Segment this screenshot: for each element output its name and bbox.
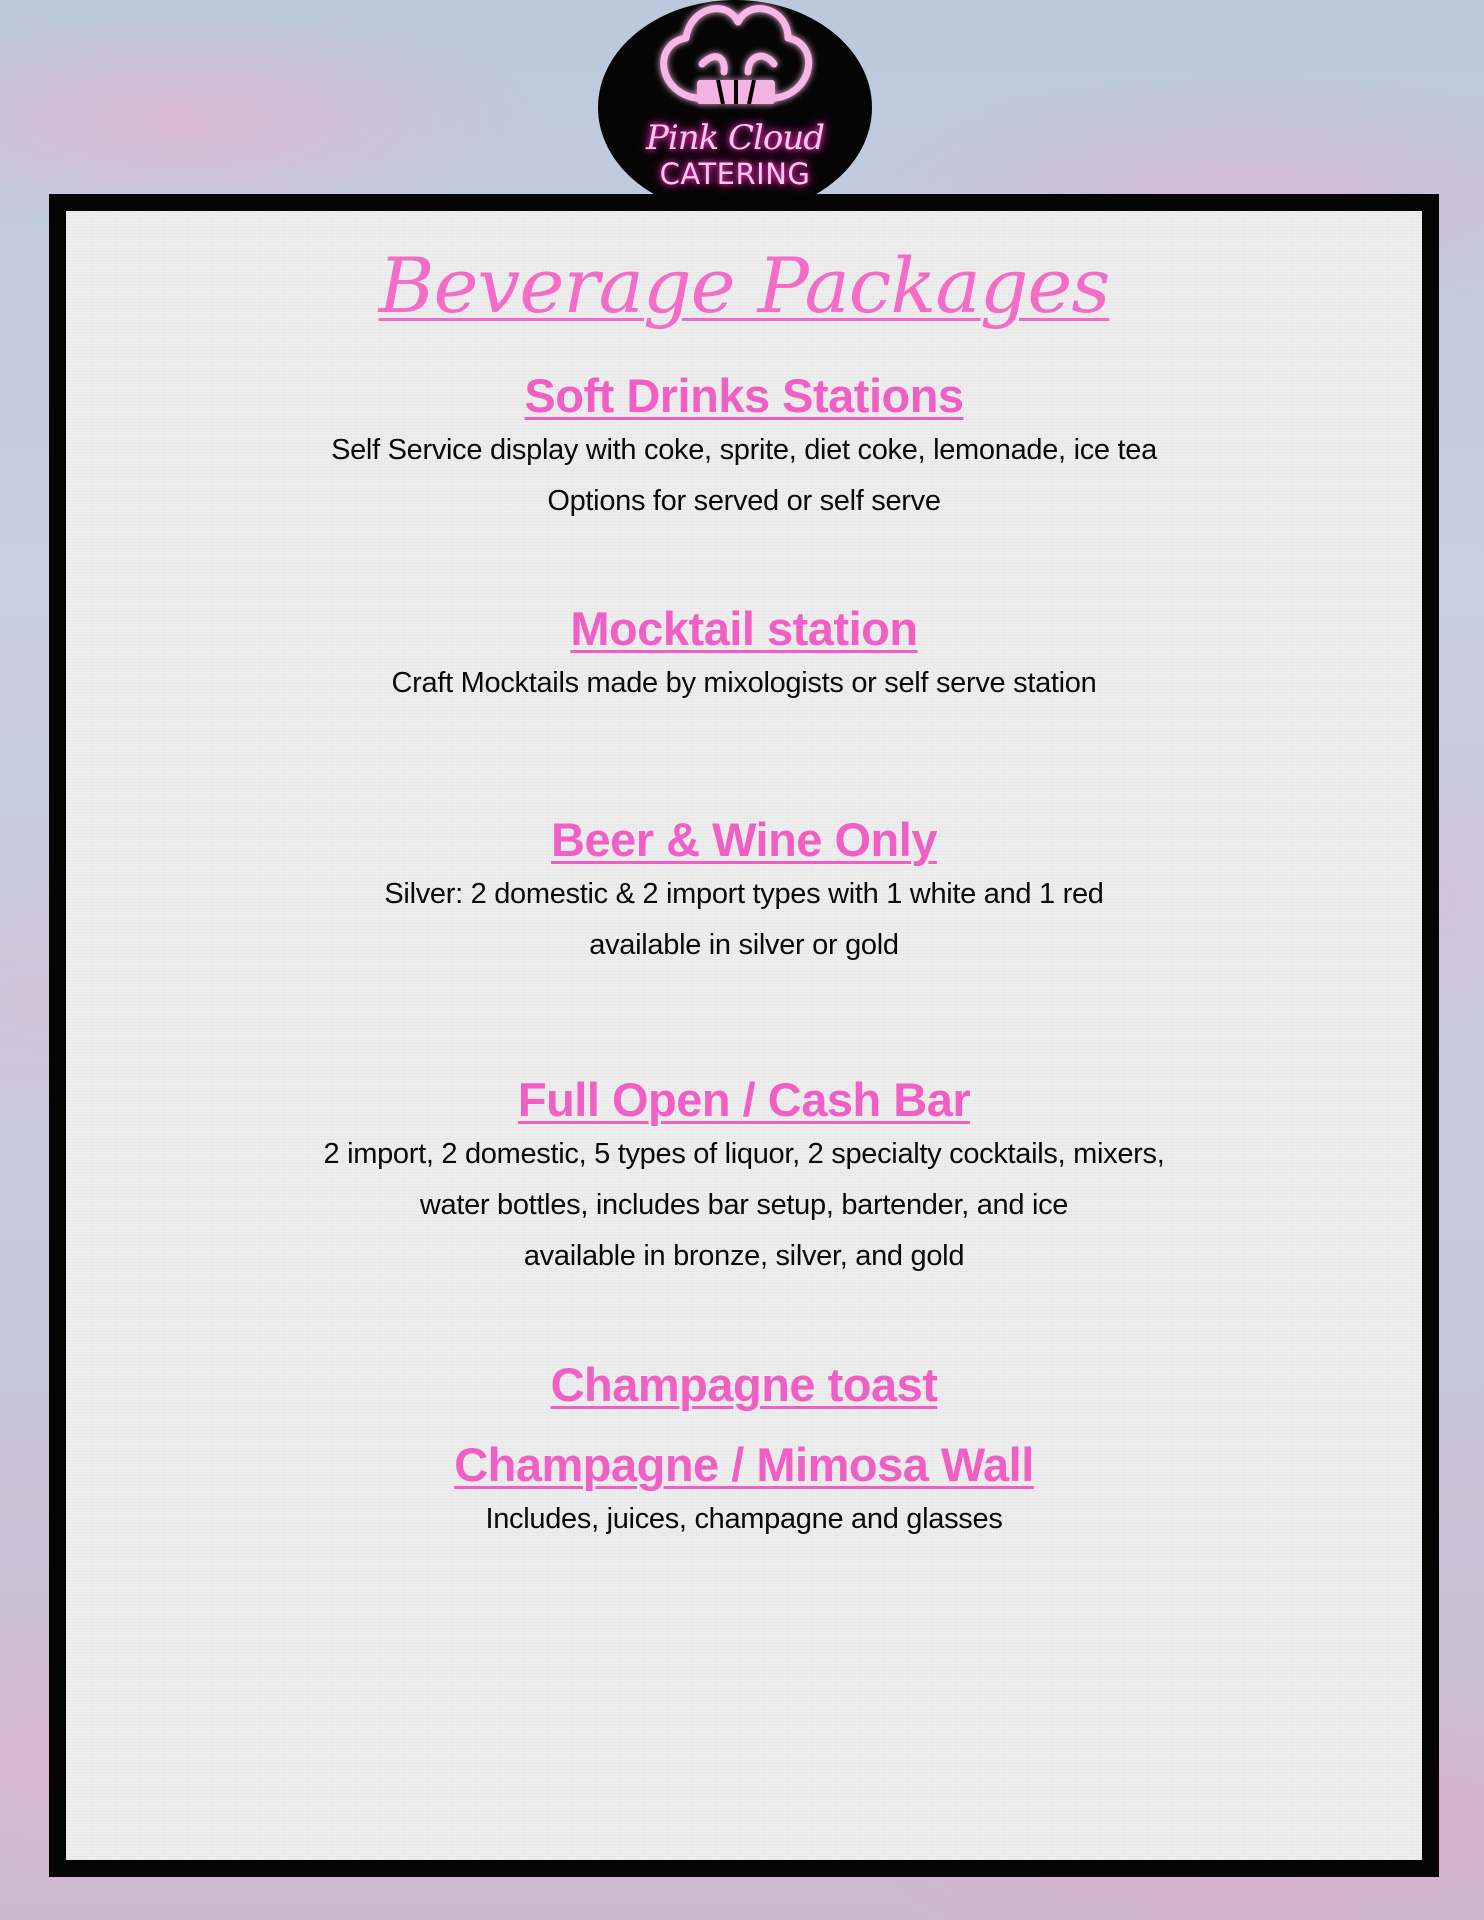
section-line: Craft Mocktails made by mixologists or self serve station: [391, 667, 1097, 699]
section-line: Options for served or self serve: [547, 485, 941, 517]
section-line: Includes, juices, champagne and glasses: [485, 1503, 1003, 1535]
section-line: available in silver or gold: [589, 929, 899, 961]
page-title: Beverage Packages: [378, 241, 1110, 330]
section-champagne: [66, 1356, 1422, 1545]
section-heading-secondary: Champagne / Mimosa Wall: [454, 1438, 1034, 1491]
section-soft-drinks: [66, 367, 1422, 527]
logo-badge: [598, 0, 872, 215]
section-heading: Champagne toast: [550, 1358, 938, 1411]
logo-script-text: Pink Cloud: [645, 118, 825, 158]
logo-caps-text: CATERING: [659, 157, 811, 191]
section-mocktail: [66, 600, 1422, 709]
section-beer-wine: [66, 811, 1422, 971]
section-line: Silver: 2 domestic & 2 import types with 1 white and 1 red: [384, 878, 1104, 910]
section-line: Self Service display with coke, sprite, diet coke, lemonade, ice tea: [331, 434, 1157, 466]
menu-paper: [66, 211, 1422, 1860]
section-heading: Beer & Wine Only: [551, 813, 937, 866]
section-heading: Mocktail station: [570, 602, 918, 655]
section-heading: Soft Drinks Stations: [524, 369, 964, 422]
section-line: water bottles, includes bar setup, bartender, and ice: [419, 1189, 1069, 1221]
section-line: available in bronze, silver, and gold: [523, 1240, 965, 1272]
section-heading: Full Open / Cash Bar: [517, 1073, 971, 1126]
menu-frame: [49, 194, 1439, 1877]
section-open-bar: [66, 1071, 1422, 1282]
section-line: 2 import, 2 domestic, 5 types of liquor, 2 specialty cocktails, mixers,: [323, 1138, 1165, 1170]
